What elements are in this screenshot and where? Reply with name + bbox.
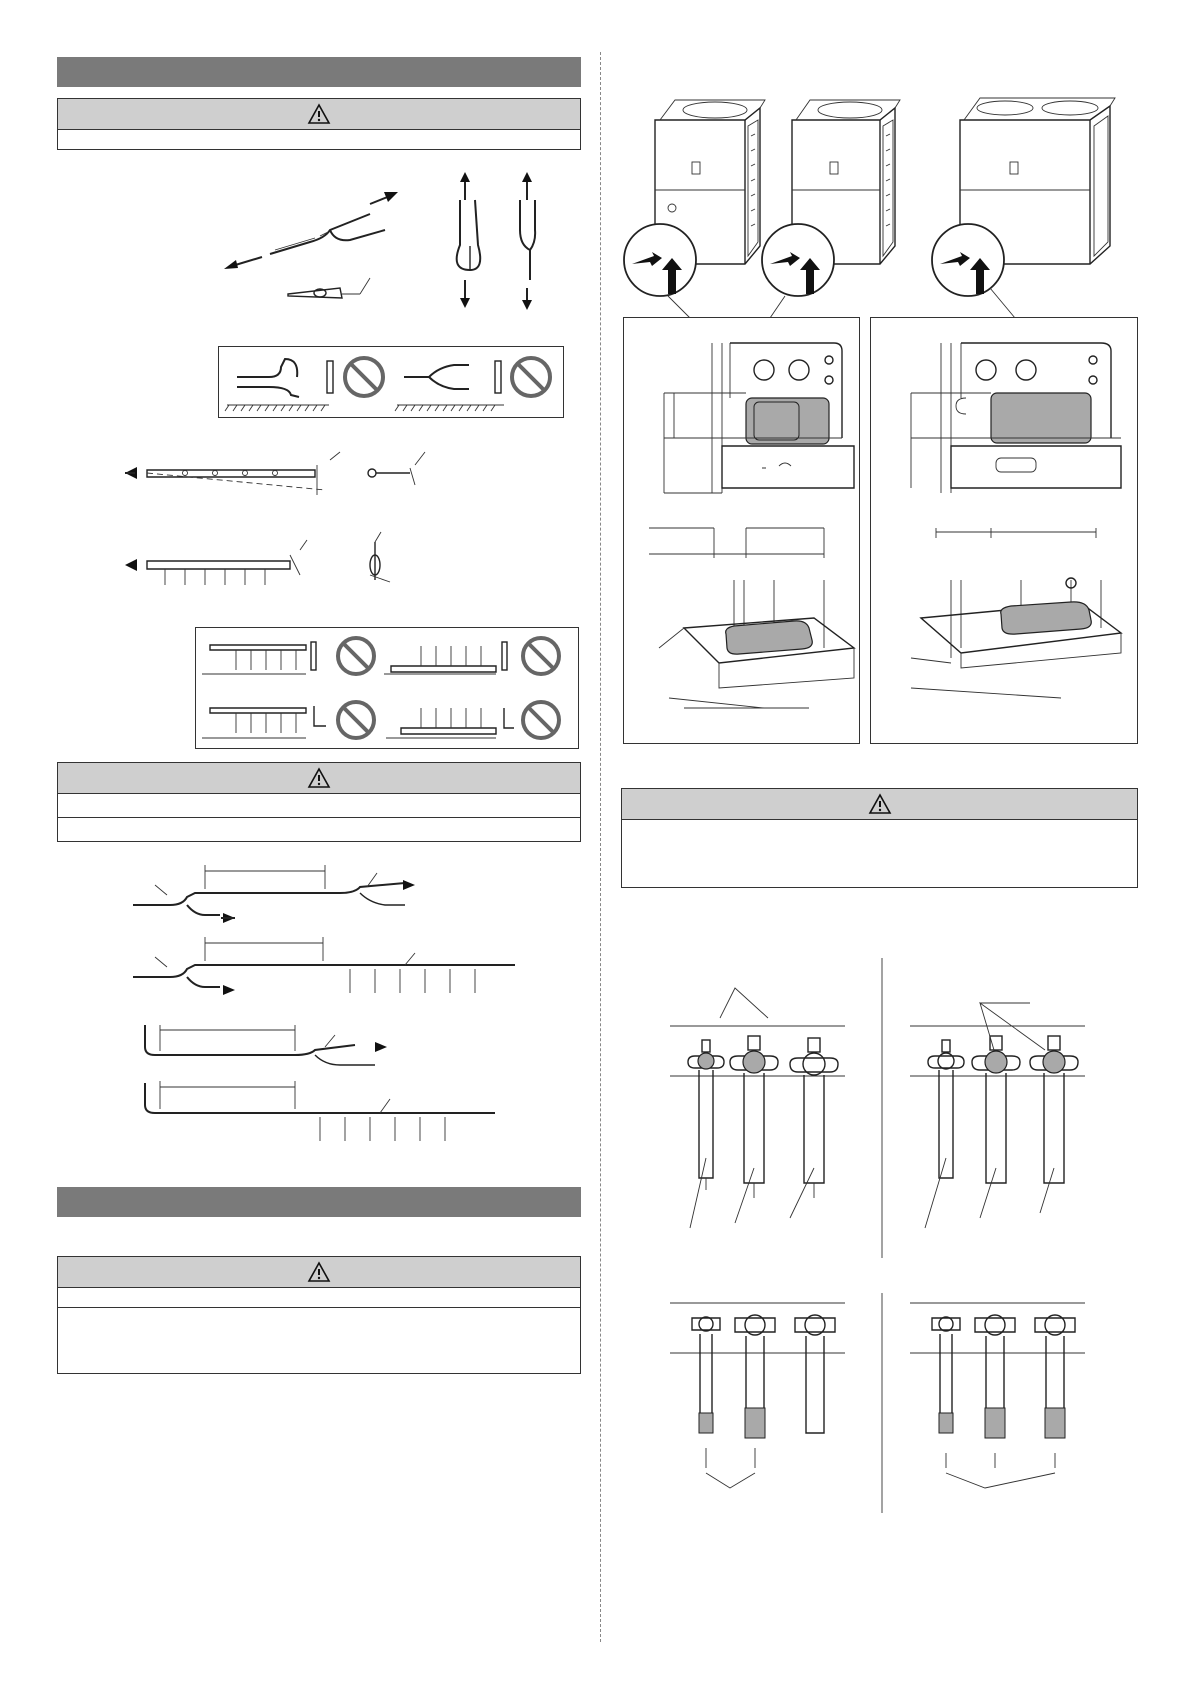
prohibited-circle-icon bbox=[338, 702, 374, 738]
u-branch-flat-drawing bbox=[225, 359, 333, 411]
valve-large bbox=[790, 1038, 838, 1198]
port-perspective-view bbox=[911, 578, 1121, 698]
warning-box-2-row-2 bbox=[58, 818, 580, 842]
port-front-view bbox=[649, 343, 854, 558]
header-flat-drawing-1 bbox=[202, 642, 316, 674]
header-tilt-figure bbox=[125, 450, 435, 580]
branch-to-header-drawing bbox=[133, 937, 515, 995]
warning-box-3 bbox=[57, 1256, 581, 1374]
valve-small bbox=[688, 1040, 724, 1190]
port-detail-frame-2 bbox=[870, 317, 1138, 744]
warning-triangle-icon bbox=[308, 768, 330, 788]
section-header-bar-1 bbox=[57, 57, 581, 87]
valve-set-top-right bbox=[910, 1003, 1085, 1228]
port-zoom-callout-2 bbox=[762, 224, 834, 318]
port-detail-frame-1 bbox=[623, 317, 860, 744]
header-flat-drawing-2 bbox=[202, 706, 326, 738]
bend-to-branch-drawing bbox=[145, 1025, 387, 1065]
prohibited-circle-icon bbox=[523, 638, 559, 674]
y-branch-flat-drawing bbox=[395, 361, 504, 411]
warning-box-2 bbox=[57, 762, 581, 842]
prohibited-orientation-box-2 bbox=[195, 627, 579, 749]
u-branch-vertical-pair bbox=[457, 172, 535, 310]
port-zoom-callout-1 bbox=[624, 224, 696, 318]
outdoor-units-figure bbox=[620, 96, 1140, 316]
branch-to-branch-drawing bbox=[133, 865, 415, 923]
y-branch-joint-drawing bbox=[224, 192, 398, 269]
service-valve-figure bbox=[620, 958, 1140, 1518]
branch-spacing-figure bbox=[125, 865, 525, 1165]
header-upright-drawing-2 bbox=[386, 708, 514, 738]
valve-set-bottom-right bbox=[910, 1303, 1085, 1488]
warning-box-2-header bbox=[58, 763, 580, 794]
branch-pipe-handling-figure bbox=[220, 170, 560, 320]
prohibited-circle-icon bbox=[345, 358, 383, 396]
column-divider bbox=[600, 52, 601, 1642]
valve-small bbox=[928, 1040, 964, 1178]
warning-box-2-row-1 bbox=[58, 794, 580, 818]
valve-medium bbox=[730, 1036, 778, 1198]
prohibited-circle-icon bbox=[512, 358, 550, 396]
prohibited-orientation-box-1 bbox=[218, 346, 564, 418]
valve-set-top-left bbox=[670, 988, 845, 1228]
warning-triangle-icon bbox=[869, 794, 891, 814]
warning-box-3-row-2 bbox=[58, 1308, 580, 1374]
warning-box-3-header bbox=[58, 1257, 580, 1288]
port-zoom-callout-3 bbox=[932, 224, 1015, 318]
direction-arrow-icon bbox=[125, 559, 137, 571]
prohibited-circle-icon bbox=[338, 638, 374, 674]
warning-box-4-header bbox=[622, 789, 1137, 820]
section-header-bar-2 bbox=[57, 1187, 581, 1217]
port-perspective-view bbox=[659, 580, 854, 708]
warning-box-3-row-1 bbox=[58, 1288, 580, 1308]
sealed-pipe-end-drawing bbox=[288, 278, 370, 298]
prohibited-circle-icon bbox=[523, 702, 559, 738]
bend-to-header-drawing bbox=[145, 1081, 495, 1141]
warning-triangle-icon bbox=[308, 104, 330, 124]
header-upright-drawing-1 bbox=[384, 642, 507, 674]
warning-triangle-icon bbox=[308, 1262, 330, 1282]
valve-medium bbox=[972, 1036, 1020, 1183]
warning-box-1-header bbox=[58, 99, 580, 130]
valve-large bbox=[1030, 1036, 1078, 1183]
warning-box-1 bbox=[57, 98, 581, 150]
port-front-view bbox=[911, 343, 1121, 538]
warning-box-4 bbox=[621, 788, 1138, 888]
valve-set-bottom-left bbox=[670, 1303, 845, 1488]
